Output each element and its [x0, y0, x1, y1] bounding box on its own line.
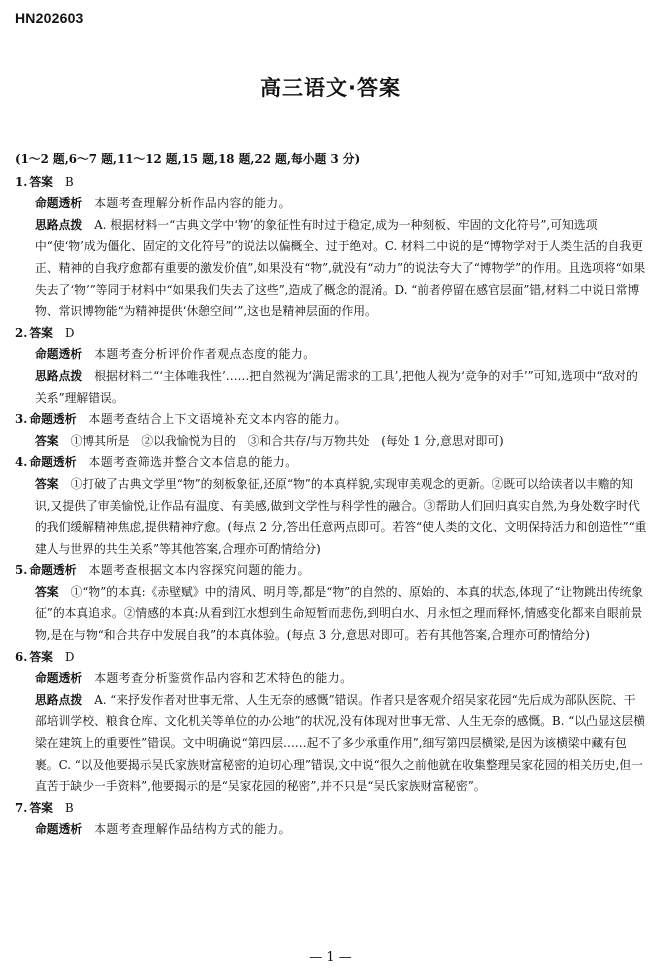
answer-row — [15, 344, 647, 366]
answer-item — [15, 647, 647, 798]
row-label: 思路点拨 — [35, 692, 83, 707]
row-label: 命题透析 — [35, 671, 83, 686]
page-title: 高三语文·答案 — [260, 76, 401, 100]
heading-text: 本题考查根据文本内容探究问题的能力。 — [88, 563, 310, 578]
question-heading — [15, 172, 647, 194]
answer-item — [15, 172, 647, 323]
row-text: 根据材料二“‘主体唯我性’……把自然视为‘满足需求的工具’,把他人视为‘竞争的对手’”可知,选项中“敌对的关系”理解错误。 — [35, 368, 638, 405]
question-number: 2. — [15, 325, 28, 340]
answer-row — [15, 474, 647, 560]
question-heading — [15, 560, 647, 582]
answer-item — [15, 452, 647, 560]
answer-item — [15, 798, 647, 841]
answer-row — [15, 193, 647, 215]
page-number: — 1 — — [309, 950, 352, 965]
question-number: 1. — [15, 174, 28, 189]
question-heading — [15, 798, 647, 820]
heading-label: 答案 — [29, 174, 53, 189]
question-number: 5. — [15, 563, 28, 578]
heading-text: B — [64, 800, 75, 815]
row-label: 命题透析 — [35, 196, 83, 211]
answer-content — [15, 149, 647, 841]
answer-row — [15, 431, 647, 453]
row-text: 本题考查理解分析作品内容的能力。 — [94, 196, 291, 211]
question-number: 6. — [15, 649, 28, 664]
row-text: ①“物”的本真:《赤壁赋》中的清风、明月等,都是“物”的自然的、原始的、本真的状态,体现了“让物跳出传统象征”的本真追求。②情感的本真:从看到江水想到生命短暂而悲伤,到明白水、月永恒之理而释怀,情感变化都来自眼前景物,是在与物“和合共存中发展自我”的本真体验。(每点 3 分,意思对即可。若有其他答案,合理亦可酌情给分) — [35, 584, 644, 643]
scoring-note: (1～2 题,6～7 题,11～12 题,15 题,18 题,22 题,每小题 3 分) — [15, 152, 361, 166]
question-number: 4. — [15, 455, 28, 470]
question-heading — [15, 647, 647, 669]
heading-text: B — [64, 174, 75, 189]
row-label: 答案 — [35, 584, 59, 599]
answer-item — [15, 409, 647, 452]
heading-label: 命题透析 — [29, 563, 77, 578]
row-text: 本题考查理解作品结构方式的能力。 — [94, 822, 291, 837]
answer-row — [15, 215, 647, 323]
row-text: ①博其所是 ②以我愉悦为目的 ③和合共存/与万物共处 (每处 1 分,意思对即可) — [70, 433, 504, 448]
question-heading — [15, 323, 647, 345]
row-label: 答案 — [35, 433, 59, 448]
heading-text: D — [64, 325, 75, 340]
question-heading — [15, 452, 647, 474]
question-heading — [15, 409, 647, 431]
answer-row — [15, 582, 647, 647]
heading-label: 答案 — [29, 800, 53, 815]
row-label: 思路点拨 — [35, 217, 83, 232]
answer-row — [15, 668, 647, 690]
row-text: A. 根据材料一“古典文学中‘物’的象征性有时过于稳定,成为一种刻板、牢固的文化符号”,可知选项中“使‘物’成为僵化、固定的文化符号”的说法以偏概全、过于绝对。C. 材料二中说的是“博物学对于人类生活的自我更正、精神的自我疗愈都有重要的激发价值”,如果没有“物”,就没有“动力”的说法夸大了“博物学”的作用。且选项将“如果失去了‘物’”等同于材料中“如果我们失去了这些”,造成了概念的混淆。D. “前者停留在感官层面”错,材料二中说日常博物、常识博物能“为精神提供‘休憩空间’”,这也是精神层面的作用。 — [35, 217, 646, 319]
row-text: 本题考查分析评价作者观点态度的能力。 — [94, 347, 316, 362]
heading-text: 本题考查筛选并整合文本信息的能力。 — [88, 455, 298, 470]
answer-row — [15, 366, 647, 409]
heading-label: 答案 — [29, 649, 53, 664]
heading-text: 本题考查结合上下文语境补充文本内容的能力。 — [88, 412, 347, 427]
heading-label: 命题透析 — [29, 412, 77, 427]
heading-text: D — [64, 649, 75, 664]
row-text: A. “来抒发作者对世事无常、人生无奈的感慨”错误。作者只是客观介绍吴家花园“先后成为部队医院、干部培训学校、粮食仓库、文化机关等单位的办公地”的状况,没有体现对世事无常、人生无奈的感慨。B. “以凸显这层横梁在建筑上的重要性”错误。文中明确说“第四层……起不了多少承重作用”,细写第四层横梁,是因为该横梁中藏有包裹。C. “以及他要揭示吴氏家族财富秘密的迫切心理”错误,文中说“很久之前他就在收集整理吴家花园的相关历史,但一直苦于缺少一手资料”,他要揭示的是“吴家花园的秘密”,并不只是“吴氏家族财富秘密”。 — [35, 692, 646, 794]
answer-item — [15, 323, 647, 409]
answer-row — [15, 690, 647, 798]
answer-row — [15, 819, 647, 841]
document-code: HN202603 — [15, 10, 84, 26]
row-label: 命题透析 — [35, 822, 83, 837]
question-number: 3. — [15, 412, 28, 427]
answer-list — [15, 172, 647, 841]
question-number: 7. — [15, 800, 28, 815]
heading-label: 命题透析 — [29, 455, 77, 470]
row-text: ①打破了古典文学里“物”的刻板象征,还原“物”的本真样貌,实现审美观念的更新。②既可以给读者以丰赡的知识,又提供了审美愉悦,让作品有温度、有美感,做到文学性与科学性的融合。③帮助人们回归真实自然,为身处数字时代的我们缓解精神焦虑,提供精神疗愈。(每点 2 分,答出任意两点即可。若答“使人类的文化、文明保持活力和创造性”“重建人与世界的共生关系”等其他答案,合理亦可酌情给分) — [35, 476, 647, 556]
row-label: 答案 — [35, 476, 59, 491]
row-text: 本题考查分析鉴赏作品内容和艺术特色的能力。 — [94, 671, 353, 686]
answer-item — [15, 560, 647, 646]
heading-label: 答案 — [29, 325, 53, 340]
row-label: 思路点拨 — [35, 368, 83, 383]
row-label: 命题透析 — [35, 347, 83, 362]
